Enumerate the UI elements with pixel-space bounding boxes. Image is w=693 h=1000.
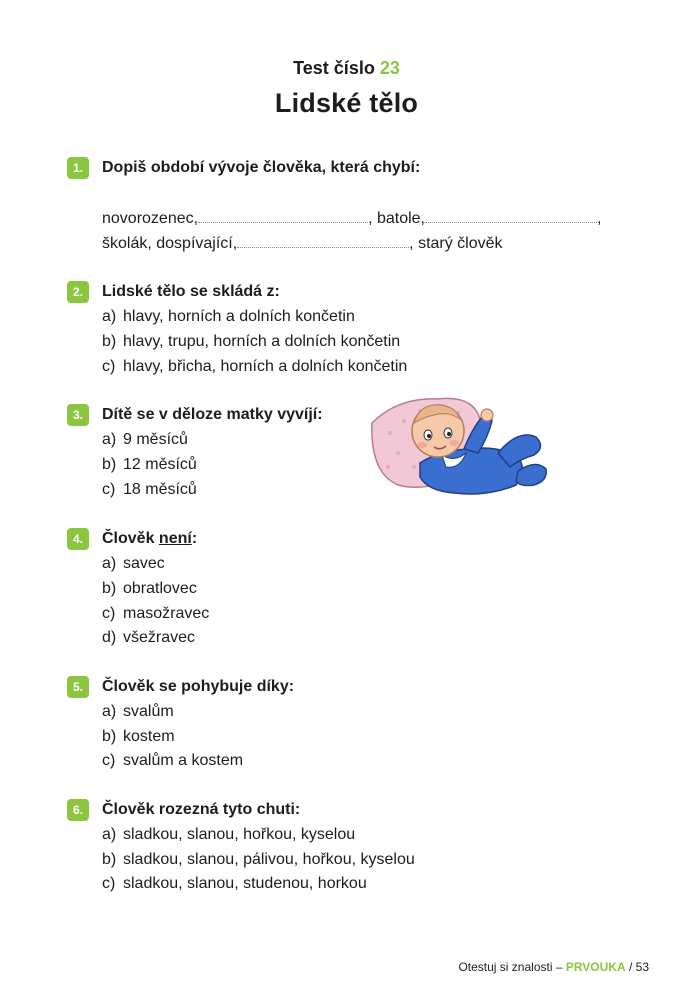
question-number-badge: 5. xyxy=(67,676,89,698)
answer-option[interactable]: b) 12 měsíců xyxy=(102,456,197,473)
question-text: Dítě se v děloze matky vyvíjí: xyxy=(102,406,323,423)
question-text: Člověk rozezná tyto chuti: xyxy=(102,801,301,818)
question-text: Člověk není: xyxy=(102,530,198,547)
answer-option[interactable]: b) sladkou, slanou, pálivou, hořkou, kyselou xyxy=(102,851,415,868)
question-number-badge: 4. xyxy=(67,528,89,550)
answer-option[interactable]: a) sladkou, slanou, hořkou, kyselou xyxy=(102,826,356,843)
question-text: Člověk se pohybuje díky: xyxy=(102,678,295,695)
answer-option[interactable]: d) všežravec xyxy=(102,629,196,646)
question-number-badge: 1. xyxy=(67,157,89,179)
answer-blank[interactable] xyxy=(425,208,597,223)
answer-blank[interactable] xyxy=(237,233,409,248)
test-number: 23 xyxy=(379,58,400,78)
answer-option[interactable]: b) hlavy, trupu, horních a dolních končetin xyxy=(102,333,401,350)
answer-option[interactable]: b) obratlovec xyxy=(102,580,197,597)
answer-option[interactable]: b) kostem xyxy=(102,728,175,745)
answer-option[interactable]: a) savec xyxy=(102,555,165,572)
negation-underlined: není xyxy=(158,530,192,547)
page-title: Lidské tělo xyxy=(274,88,419,118)
question-text: Lidské tělo se skládá z: xyxy=(102,283,280,300)
subject-label: PRVOUKA xyxy=(565,960,626,974)
answer-option[interactable]: c) 18 měsíců xyxy=(102,481,197,498)
baby-on-pillow-illustration xyxy=(368,393,550,501)
answer-blank[interactable] xyxy=(198,208,368,223)
test-heading: Test číslo 23 xyxy=(293,58,400,78)
answer-option[interactable]: c) sladkou, slanou, studenou, horkou xyxy=(102,875,367,892)
question-number-badge: 2. xyxy=(67,281,89,303)
question-number-badge: 6. xyxy=(67,799,89,821)
answer-option[interactable]: c) svalům a kostem xyxy=(102,752,244,769)
question-text: Dopiš období vývoje člověka, která chybí: xyxy=(102,159,421,176)
answer-option[interactable]: c) masožravec xyxy=(102,605,210,622)
answer-option[interactable]: a) 9 měsíců xyxy=(102,431,188,448)
question-number-badge: 3. xyxy=(67,404,89,426)
answer-option[interactable]: a) svalům xyxy=(102,703,174,720)
page-number: / 53 xyxy=(628,960,649,974)
fill-line-1: novorozenec, , batole, , xyxy=(102,210,602,227)
page-footer: Otestuj si znalosti – PRVOUKA / 53 xyxy=(458,960,649,974)
fill-line-2: školák, dospívající, , starý člověk xyxy=(102,235,503,252)
answer-option[interactable]: a) hlavy, horních a dolních končetin xyxy=(102,308,355,325)
answer-option[interactable]: c) hlavy, břicha, horních a dolních končetin xyxy=(102,358,408,375)
